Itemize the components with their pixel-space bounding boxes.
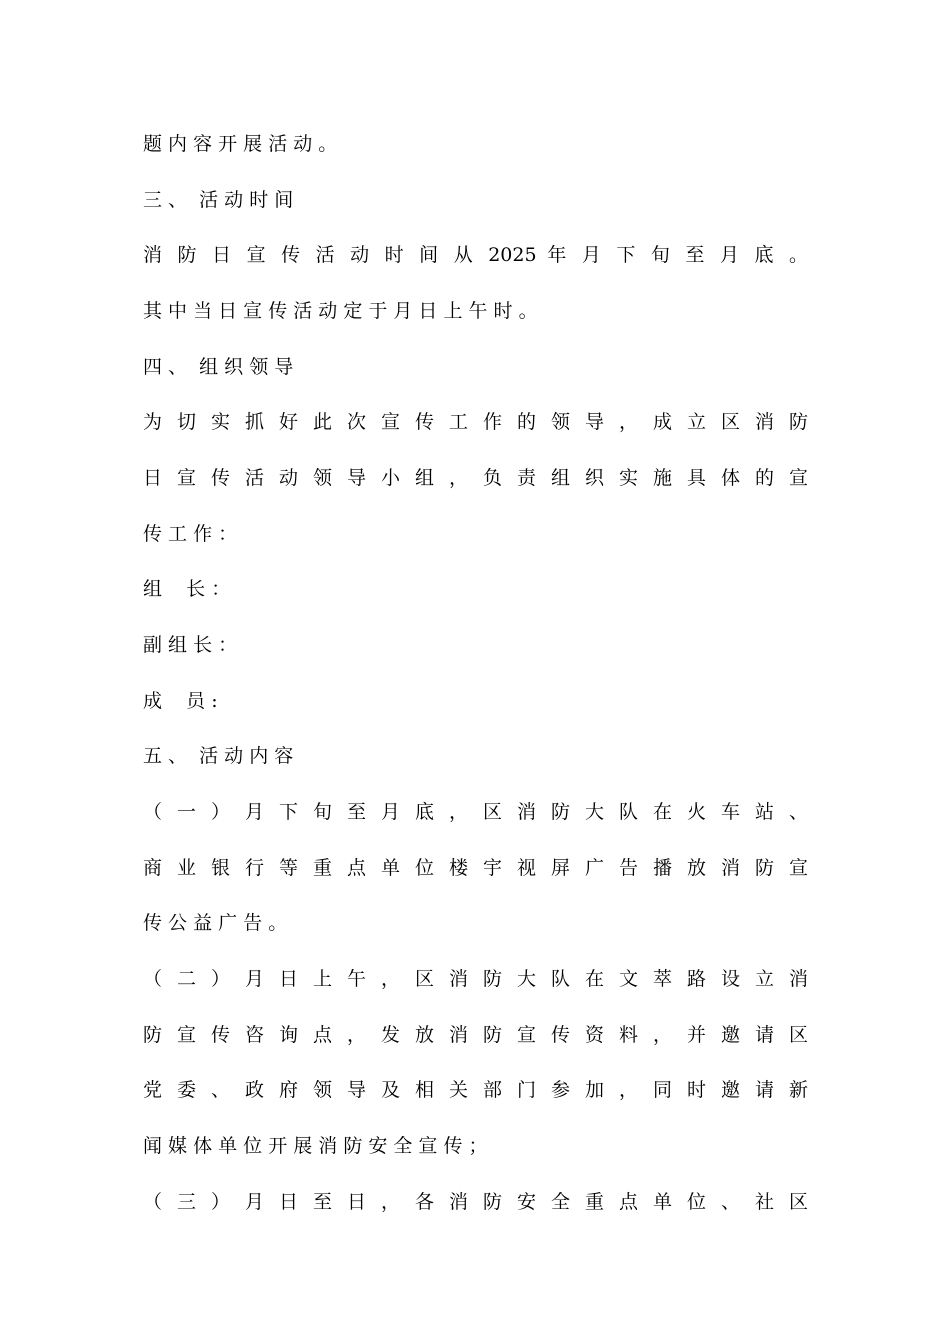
text-line-14: 商 业 银 行 等 重 点 单 位 楼 宇 视 屏 广 告 播 放 消 防 宣 bbox=[143, 857, 808, 879]
section-heading-3: 三 、 活 动 时 间 bbox=[143, 189, 294, 211]
text-line-19: 闻 媒 体 单 位 开 展 消 防 安 全 宣 传 ； bbox=[143, 1135, 488, 1157]
text-line-1: 题 内 容 开 展 活 动 。 bbox=[143, 133, 338, 155]
section-heading-5: 五 、 活 动 内 容 bbox=[143, 745, 294, 767]
members-line: 成 员 : bbox=[143, 690, 218, 712]
text-line-8: 传 工 作 ： bbox=[143, 523, 238, 545]
text-line-20: （ 三 ） 月 日 至 日 ， 各 消 防 安 全 重 点 单 位 、 社 区 bbox=[143, 1191, 808, 1213]
text-line-15: 传 公 益 广 告 。 bbox=[143, 912, 288, 934]
deputy-leader-line: 副 组 长 ： bbox=[143, 634, 238, 656]
text-line-6: 为 切 实 抓 好 此 次 宣 传 工 作 的 领 导 ， 成 立 区 消 防 bbox=[143, 411, 808, 433]
section-heading-4: 四 、 组 织 领 导 bbox=[143, 356, 294, 378]
leader-line: 组 长 ： bbox=[143, 578, 231, 600]
text-line-18: 党 委 、 政 府 领 导 及 相 关 部 门 参 加 ， 同 时 邀 请 新 bbox=[143, 1079, 808, 1101]
text-line-3: 消 防 日 宣 传 活 动 时 间 从 2025 年 月 下 旬 至 月 底 。 bbox=[143, 244, 808, 266]
text-line-13: （ 一 ） 月 下 旬 至 月 底 ， 区 消 防 大 队 在 火 车 站 、 bbox=[143, 801, 808, 823]
text-line-16: （ 二 ） 月 日 上 午 ， 区 消 防 大 队 在 文 萃 路 设 立 消 bbox=[143, 968, 808, 990]
text-line-17: 防 宣 传 咨 询 点 ， 发 放 消 防 宣 传 资 料 ， 并 邀 请 区 bbox=[143, 1024, 808, 1046]
text-line-7: 日 宣 传 活 动 领 导 小 组 ， 负 责 组 织 实 施 具 体 的 宣 bbox=[143, 467, 808, 489]
text-line-4: 其 中 当 日 宣 传 活 动 定 于 月 日 上 午 时 。 bbox=[143, 300, 538, 322]
